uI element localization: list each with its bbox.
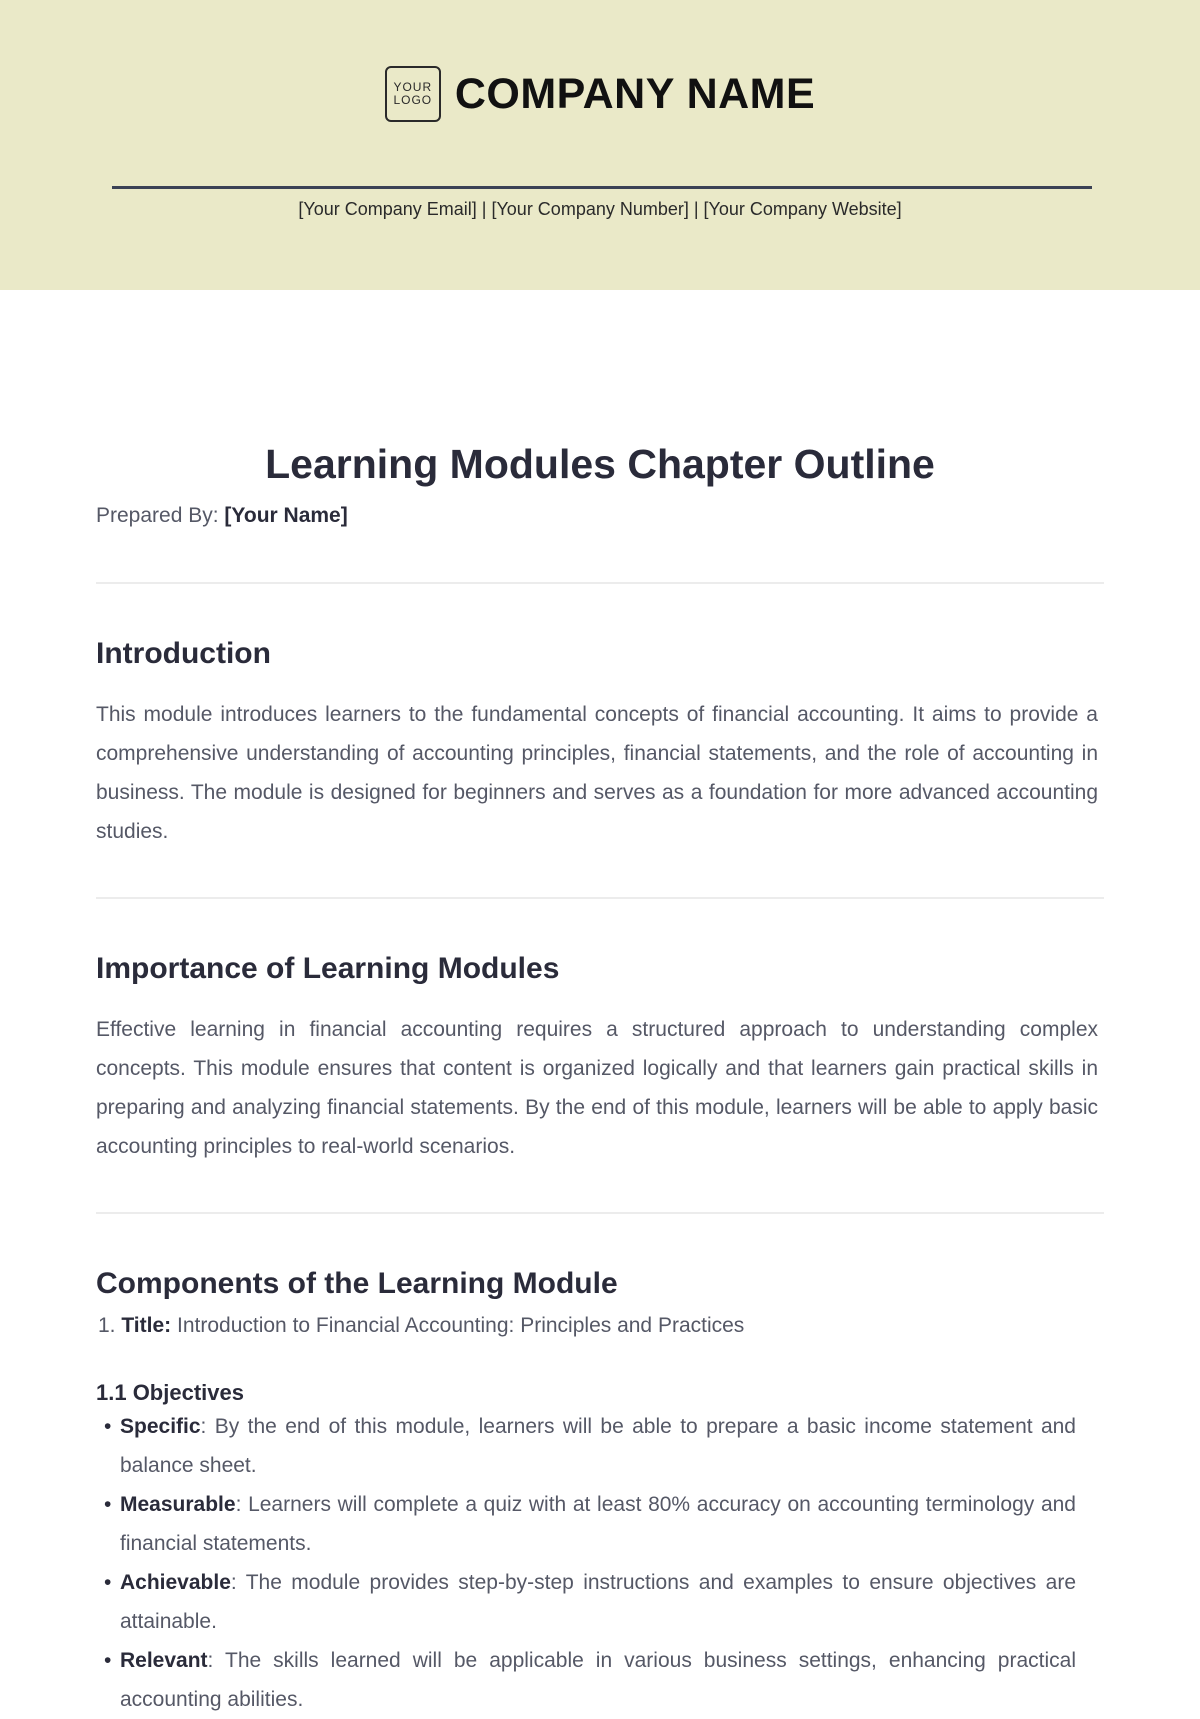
objectives-list	[96, 1407, 1076, 1719]
section-divider	[96, 1212, 1104, 1214]
logo-text-line2: LOGO	[393, 93, 433, 107]
components-heading: Components of the Learning Module	[96, 1267, 618, 1300]
objective-text: : The skills learned will be applicable in various business settings, enhancing practical accounting abilities.	[120, 1649, 1076, 1711]
component-item-number: 1.	[98, 1314, 116, 1337]
section-divider	[96, 582, 1104, 584]
section-divider	[96, 897, 1104, 899]
company-name: COMPANY NAME	[454, 69, 816, 118]
objective-text: : By the end of this module, learners will be able to prepare a basic income statement and balance sheet.	[120, 1415, 1076, 1477]
logo-text-line1: YOUR	[393, 80, 433, 94]
list-item	[96, 1407, 1076, 1485]
importance-text: Effective learning in financial accounting requires a structured approach to understanding complex concepts. This module ensures that content is organized logically and that learners gain practical skills in preparing and analyzing financial statements. By the end of this module, learners will be able to apply basic accounting principles to real-world scenarios.	[96, 1018, 1098, 1158]
header-divider	[112, 186, 1092, 189]
objective-label: Specific	[120, 1415, 201, 1438]
company-contact: [Your Company Email] | [Your Company Number] | [Your Company Website]	[298, 199, 902, 219]
component-item-label: Title:	[121, 1314, 172, 1337]
list-item	[96, 1641, 1076, 1719]
prepared-by	[96, 504, 348, 528]
objective-text: : The module provides step-by-step instructions and examples to ensure objectives are attainable.	[120, 1571, 1076, 1633]
list-item	[96, 1563, 1076, 1641]
prepared-by-value: [Your Name]	[224, 504, 348, 527]
objective-text: : Learners will complete a quiz with at least 80% accuracy on accounting terminology and financial statements.	[120, 1493, 1076, 1555]
objectives-heading: 1.1 Objectives	[96, 1380, 244, 1405]
brand	[0, 66, 1200, 122]
component-item-value: Introduction to Financial Accounting: Principles and Practices	[177, 1314, 745, 1337]
introduction-text: This module introduces learners to the fundamental concepts of financial accounting. It aims to provide a comprehensive understanding of accounting principles, financial statements, and the role of accounting in business. The module is designed for beginners and serves as a foundation for more advanced accounting studies.	[96, 703, 1098, 843]
list-item	[96, 1485, 1076, 1563]
component-title-item	[98, 1314, 744, 1338]
objective-label: Measurable	[120, 1493, 236, 1516]
objective-label: Achievable	[120, 1571, 231, 1594]
prepared-by-label: Prepared By:	[96, 504, 219, 527]
header-banner	[0, 0, 1200, 290]
page-title: Learning Modules Chapter Outline	[265, 441, 935, 487]
objective-label: Relevant	[120, 1649, 208, 1672]
introduction-heading: Introduction	[96, 637, 271, 670]
logo	[385, 66, 441, 122]
importance-heading: Importance of Learning Modules	[96, 952, 560, 985]
